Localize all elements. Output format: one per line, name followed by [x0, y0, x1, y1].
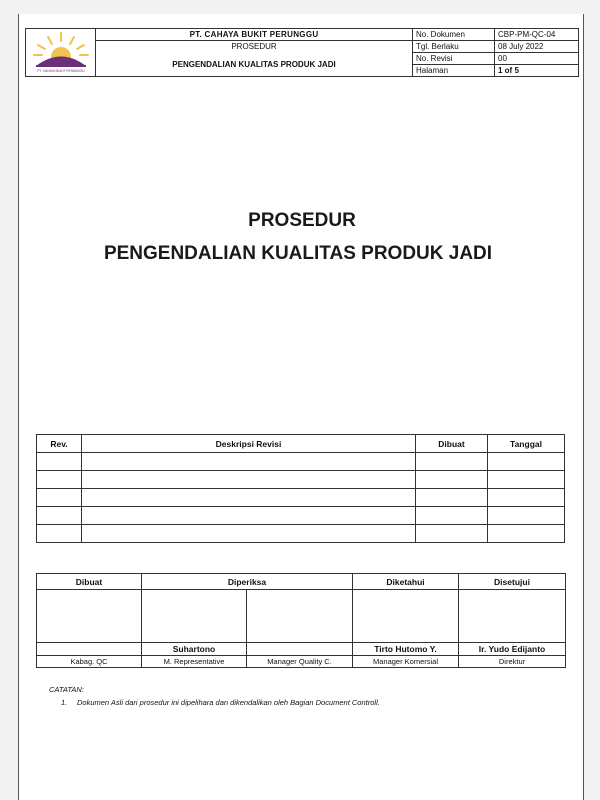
made-by-header: Dibuat [416, 435, 488, 453]
table-row [37, 489, 565, 507]
revision-table [36, 434, 565, 543]
company-logo [26, 29, 96, 77]
table-row [37, 453, 565, 471]
list-item [49, 698, 380, 707]
signer-name: Tirto Hutomo Y. [353, 643, 459, 656]
note-text: Dokumen Asli dari prosedur ini dipelihara dan dikendalikan oleh Bagian Document Controll. [77, 698, 380, 707]
acknowledged-by-header: Diketahui [353, 574, 459, 590]
notes-title: CATATAN: [49, 685, 84, 694]
signature-box [37, 590, 142, 643]
table-cell [82, 453, 416, 471]
table-cell [416, 507, 488, 525]
signer-position: M. Representative [142, 656, 247, 668]
rev-header: Rev. [37, 435, 82, 453]
notes-section [49, 685, 380, 707]
signature-box [247, 590, 353, 643]
signer-position: Kabag. QC [37, 656, 142, 668]
meta-value-revision: 00 [495, 53, 579, 65]
checked-by-header: Diperiksa [142, 574, 353, 590]
logo-caption: PT. CAHAYA BUKIT PERUNGGU [36, 69, 85, 73]
signature-box [353, 590, 459, 643]
approved-by-header: Disetujui [459, 574, 566, 590]
signature-box [142, 590, 247, 643]
table-row [37, 507, 565, 525]
meta-value-doc-no: CBP-PM-QC-04 [495, 29, 579, 41]
document-header [25, 28, 579, 77]
approval-header-row [37, 574, 566, 590]
date-header: Tanggal [488, 435, 565, 453]
signer-position: Direktur [459, 656, 566, 668]
signer-position: Manager Komersial [353, 656, 459, 668]
document-page [18, 14, 584, 800]
table-row [37, 525, 565, 543]
table-cell [488, 471, 565, 489]
approval-table [36, 573, 566, 668]
main-title-line1: PROSEDUR [248, 210, 356, 231]
doc-type: PROSEDUR [96, 41, 413, 53]
signature-row [37, 590, 566, 643]
table-cell [82, 507, 416, 525]
table-cell [37, 525, 82, 543]
table-cell [37, 471, 82, 489]
position-row [37, 656, 566, 668]
prepared-by-header: Dibuat [37, 574, 142, 590]
table-cell [488, 453, 565, 471]
table-cell [37, 507, 82, 525]
table-row [37, 471, 565, 489]
signer-name: Suhartono [142, 643, 247, 656]
table-cell [37, 453, 82, 471]
table-cell [416, 453, 488, 471]
table-cell [82, 489, 416, 507]
signer-name [247, 643, 353, 656]
name-row [37, 643, 566, 656]
company-name: PT. CAHAYA BUKIT PERUNGGU [96, 29, 413, 41]
signer-name [37, 643, 142, 656]
description-header: Deskripsi Revisi [82, 435, 416, 453]
main-title-line2: PENGENDALIAN KUALITAS PRODUK JADI [103, 243, 493, 264]
signer-position: Manager Quality C. [247, 656, 353, 668]
sun-hill-logo-icon [28, 29, 94, 73]
signature-box [459, 590, 566, 643]
table-cell [416, 525, 488, 543]
revision-header-row [37, 435, 565, 453]
table-cell [488, 489, 565, 507]
meta-label-page: Halaman [413, 65, 495, 77]
table-cell [82, 471, 416, 489]
meta-label-effective-date: Tgl. Berlaku [413, 41, 495, 53]
meta-value-page: 1 of 5 [495, 65, 579, 77]
table-cell [82, 525, 416, 543]
note-number: 1. [61, 698, 68, 707]
table-cell [416, 471, 488, 489]
meta-label-revision: No. Revisi [413, 53, 495, 65]
table-cell [488, 525, 565, 543]
signer-name: Ir. Yudo Edijanto [459, 643, 566, 656]
table-cell [416, 489, 488, 507]
table-cell [37, 489, 82, 507]
meta-value-effective-date: 08 July 2022 [495, 41, 579, 53]
table-cell [488, 507, 565, 525]
doc-title: PENGENDALIAN KUALITAS PRODUK JADI [96, 53, 413, 77]
meta-label-doc-no: No. Dokumen [413, 29, 495, 41]
